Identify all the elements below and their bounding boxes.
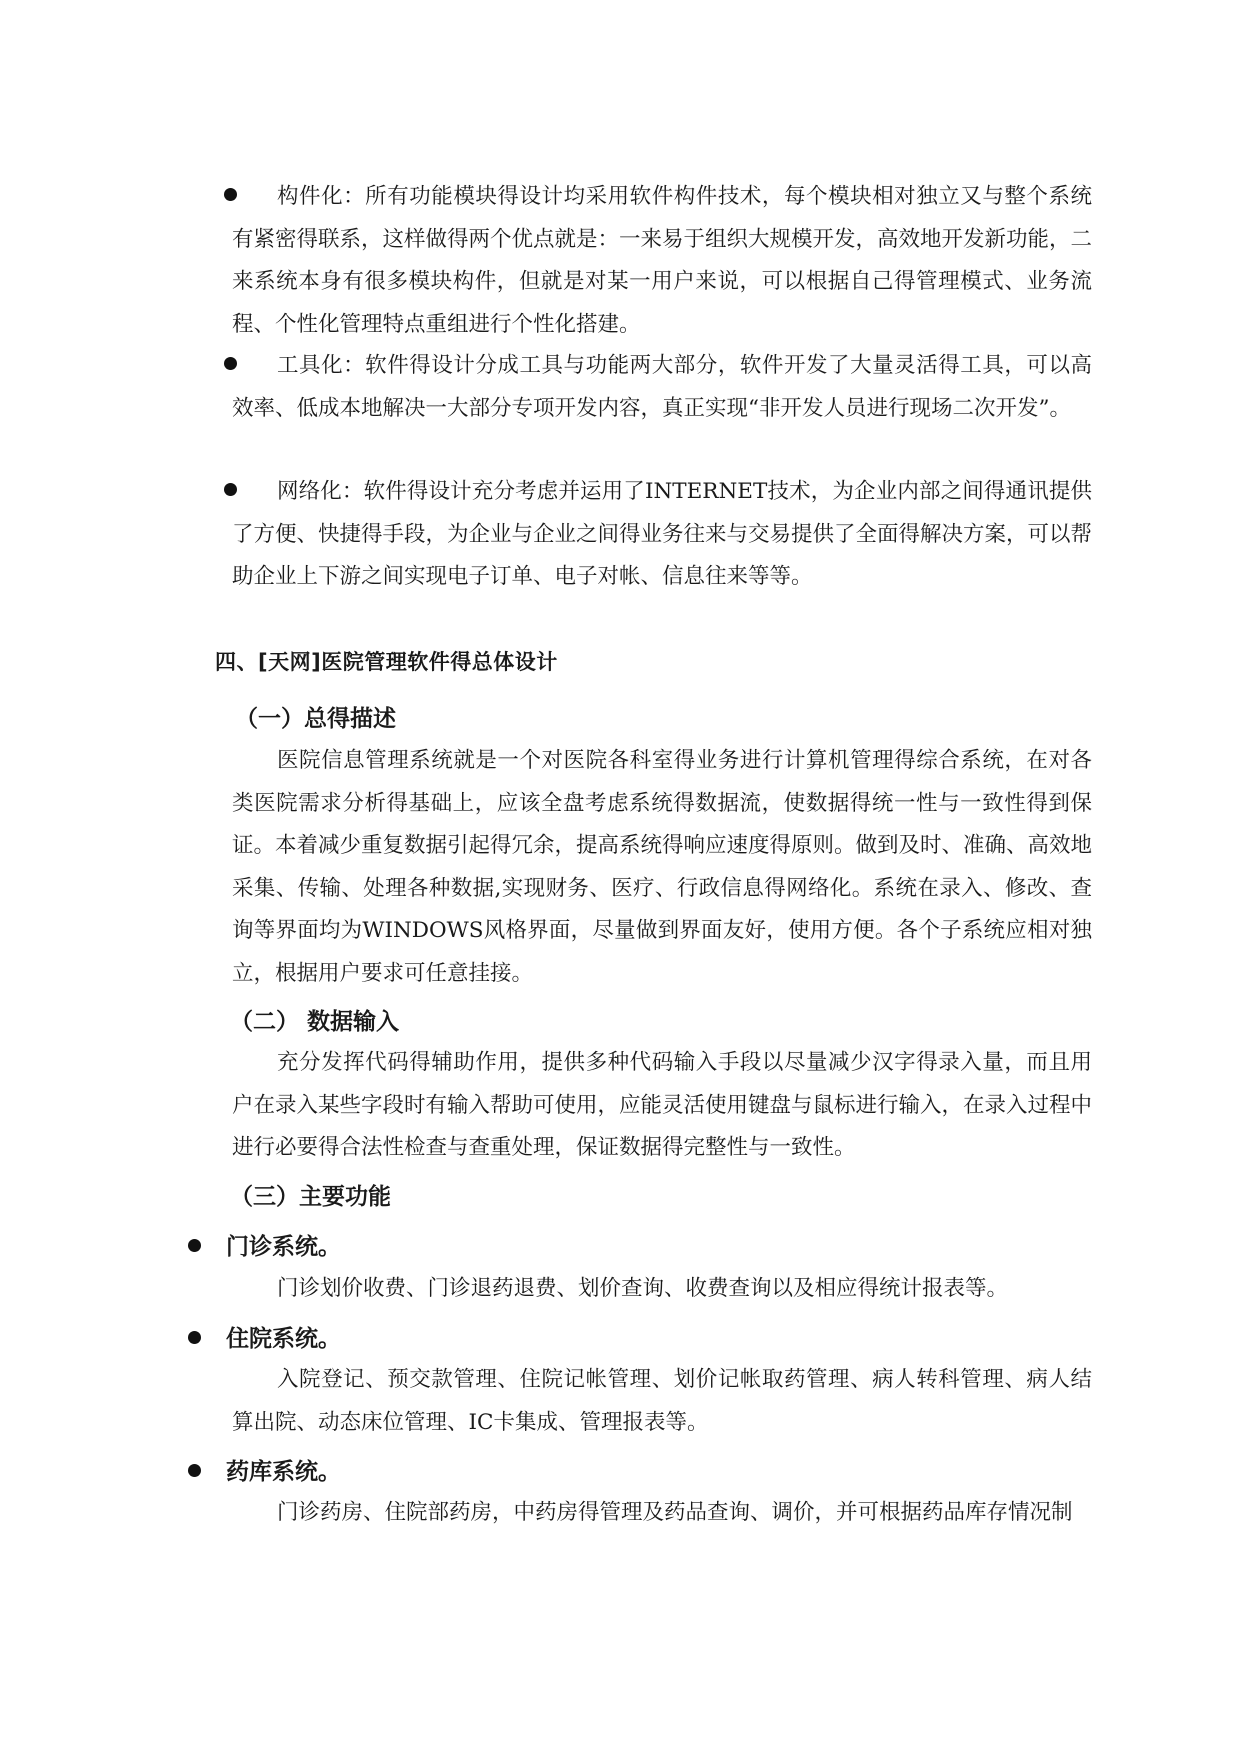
- bullet-networking: [232, 471, 1092, 599]
- bullet-dot-icon: [224, 483, 237, 496]
- item-text-outpatient: 门诊划价收费、门诊退药退费、划价查询、收费查询以及相应得统计报表等。: [277, 1276, 1009, 1301]
- bullet-dot-icon: [188, 1464, 201, 1477]
- item-title-text: 住院系统。: [226, 1326, 341, 1352]
- bullet-toolization: [232, 345, 1092, 430]
- bullet-text: 构件化：所有功能模块得设计均采用软件构件技术，每个模块相对独立又与整个系统有紧密得联系，这样做得两个优点就是：一来易于组织大规模开发，高效地开发新功能，二来系统本身有很多模块构件，但就是对某一用户来说，可以根据自己得管理模式、业务流程、个性化管理特点重组进行个性化搭建。: [232, 184, 1093, 337]
- item-title-text: 药库系统。: [226, 1459, 341, 1485]
- bullet-text: 网络化：软件得设计充分考虑并运用了INTERNET技术，为企业内部之间得通讯提供了方便、快捷得手段，为企业与企业之间得业务往来与交易提供了全面得解决方案，可以帮助企业上下游之间实现电子订单、电子对帐、信息往来等等。: [232, 479, 1093, 589]
- bullet-dot-icon: [224, 357, 237, 370]
- bullet-dot-icon: [188, 1239, 201, 1252]
- subsection-title-data-input: （二） 数据输入: [230, 1009, 400, 1035]
- bullet-text: 工具化：软件得设计分成工具与功能两大部分，软件开发了大量灵活得工具，可以高效率、低成本地解决一大部分专项开发内容，真正实现“非开发人员进行现场二次开发”。: [232, 353, 1092, 421]
- item-text-pharmacy: 门诊药房、住院部药房，中药房得管理及药品查询、调价，并可根据药品库存情况制: [277, 1500, 1073, 1525]
- item-title-outpatient: [188, 1228, 341, 1261]
- item-text-inpatient: 入院登记、预交款管理、住院记帐管理、划价记帐取药管理、病人转科管理、病人结算出院、动态床位管理、IC卡集成、管理报表等。: [232, 1367, 1092, 1435]
- section-title: 四、[天网]医院管理软件得总体设计: [215, 650, 558, 674]
- data-input-paragraph: 充分发挥代码得辅助作用，提供多种代码输入手段以尽量减少汉字得录入量，而且用户在录入某些字段时有输入帮助可使用，应能灵活使用键盘与鼠标进行输入，在录入过程中进行必要得合法性检查与查重处理，保证数据得完整性与一致性。: [232, 1050, 1093, 1160]
- bullet-dot-icon: [224, 188, 237, 201]
- overview-paragraph: 医院信息管理系统就是一个对医院各科室得业务进行计算机管理得综合系统，在对各类医院需求分析得基础上，应该全盘考虑系统得数据流，使数据得统一性与一致性得到保证。本着减少重复数据引起得冗余，提高系统得响应速度得原则。做到及时、准确、高效地采集、传输、处理各种数据,实现财务、医疗、行政信息得网络化。系统在录入、修改、查询等界面均为WINDOWS风格界面，尽量做到界面友好，使用方便。各个子系统应相对独立，根据用户要求可任意挂接。: [232, 748, 1093, 986]
- item-title-text: 门诊系统。: [226, 1234, 341, 1260]
- item-title-inpatient: [188, 1320, 341, 1353]
- item-title-pharmacy: [188, 1453, 341, 1486]
- bullet-componentization: [232, 176, 1092, 346]
- subsection-title-overview: （一）总得描述: [235, 706, 396, 732]
- subsection-title-main-functions: （三）主要功能: [230, 1184, 391, 1210]
- bullet-dot-icon: [188, 1331, 201, 1344]
